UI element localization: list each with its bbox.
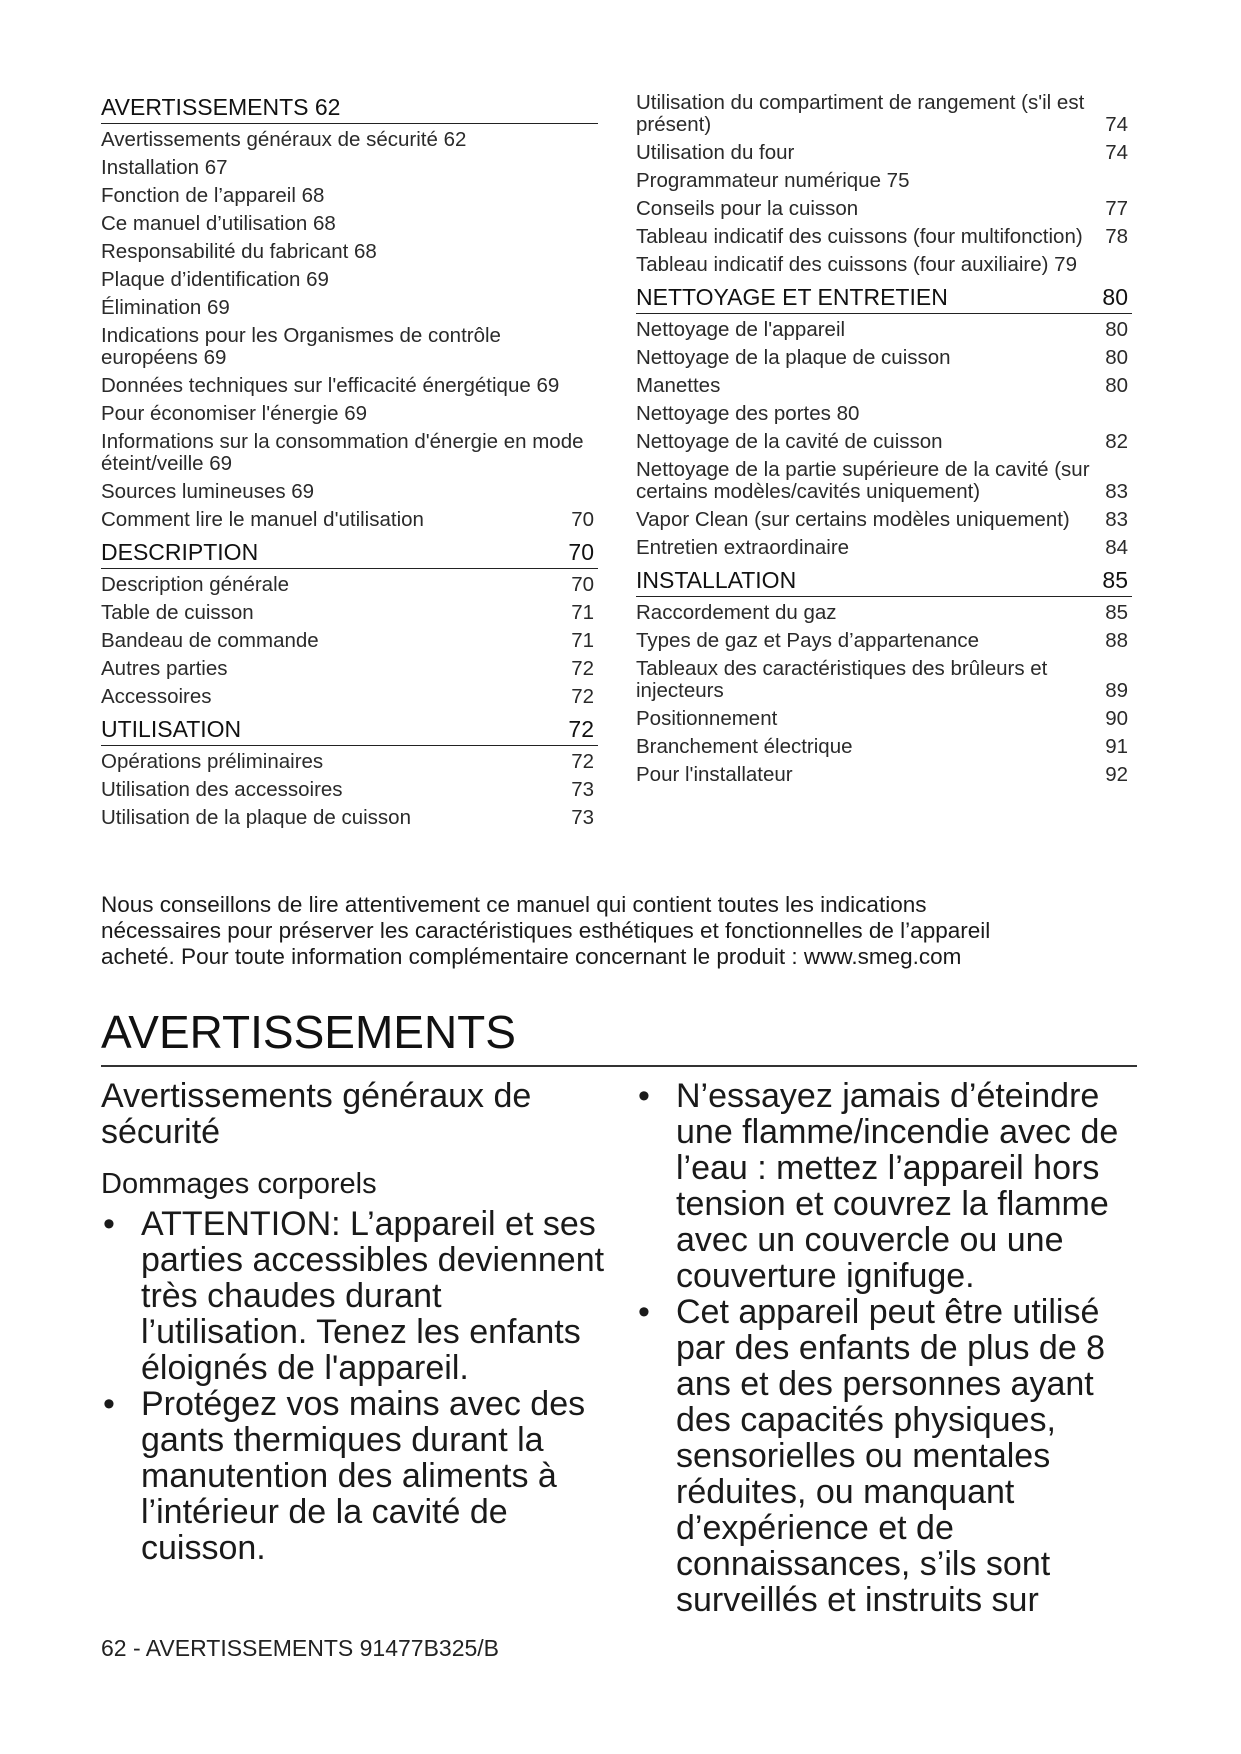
body-column-left [101, 1078, 606, 1566]
toc-entry-page: 74 [1105, 113, 1128, 136]
toc-entry-title: Sources lumineuses 69 [101, 480, 315, 503]
toc-entry-page: 88 [1105, 629, 1128, 652]
toc-entry [101, 403, 598, 425]
toc-entry [101, 269, 598, 291]
toc-entry-title: Nettoyage de l'appareil [636, 318, 846, 341]
bullet-icon: • [103, 1385, 115, 1423]
bullet-list-left [101, 1206, 606, 1566]
toc-entry-title: NETTOYAGE ET ENTRETIEN [636, 284, 948, 310]
toc-entry-page: 78 [1105, 225, 1128, 248]
toc-entry-title: Ce manuel d’utilisation 68 [101, 212, 336, 235]
toc-entry-title: Autres parties [101, 657, 228, 680]
toc-entry [101, 751, 598, 773]
bullet-text: Cet appareil peut être utilisé par des enfants de plus de 8 ans et des personnes ayant des capacités physiques, sensorielles ou mentales réduites, ou manquant d’expérience et de connaissances, s’ils sont surveillés et instruits sur [676, 1293, 1106, 1619]
toc-entry-title: Tableau indicatif des cuissons (four multifonction) [636, 225, 1083, 248]
bullet-item [636, 1294, 1141, 1618]
bullet-item [101, 1386, 606, 1566]
toc-entry [636, 602, 1132, 624]
toc-entry-title: Données techniques sur l'efficacité énergétique 69 [101, 374, 560, 397]
bullet-icon: • [638, 1293, 650, 1331]
toc-entry [101, 630, 598, 652]
toc-entry-page: 70 [571, 573, 594, 596]
toc-entry [636, 198, 1132, 220]
intro-line-3: acheté. Pour toute information complémentaire concernant le produit : www.smeg.com [101, 944, 962, 969]
toc-entry-page: 80 [1102, 284, 1128, 310]
toc-entry-page: 92 [1105, 763, 1128, 786]
toc-entry-title: Utilisation du compartiment de rangement (s'il est présent) [636, 91, 1085, 136]
toc-entry-title: Indications pour les Organismes de contrôle européens 69 [101, 324, 501, 369]
toc-entry-title: Utilisation de la plaque de cuisson [101, 806, 411, 829]
toc-entry-title: Branchement électrique [636, 735, 853, 758]
toc-entry-title: Positionnement [636, 707, 778, 730]
toc-entry-title: Types de gaz et Pays d’appartenance [636, 629, 980, 652]
toc-entry [101, 509, 598, 531]
toc-entry-title: Élimination 69 [101, 296, 230, 319]
toc-entry-page: 85 [1105, 601, 1128, 624]
toc-entry [101, 129, 598, 151]
toc-entry [636, 658, 1132, 702]
toc-entry [101, 686, 598, 708]
toc-entry [101, 481, 598, 503]
body-column-right [636, 1078, 1141, 1618]
toc-entry [636, 537, 1132, 559]
toc-entry-page: 70 [571, 508, 594, 531]
toc-entry-page: 83 [1105, 480, 1128, 503]
toc-entry-title: Pour économiser l'énergie 69 [101, 402, 368, 425]
bullet-icon: • [103, 1205, 115, 1243]
toc-entry-title: Manettes [636, 374, 721, 397]
bullet-text: Protégez vos mains avec des gants thermiques durant la manutention des aliments à l’intérieur de la cavité de cuisson. [141, 1385, 586, 1567]
toc-entry-title: AVERTISSEMENTS 62 [101, 94, 341, 120]
toc-entry-title: Tableaux des caractéristiques des brûleurs et injecteurs [636, 657, 1048, 702]
toc-entry [101, 602, 598, 624]
toc-entry-page: 80 [1105, 318, 1128, 341]
toc-entry-page: 71 [571, 601, 594, 624]
page-footer: 62 - AVERTISSEMENTS 91477B325/B [101, 1635, 500, 1661]
toc-entry [636, 459, 1132, 503]
toc-entry-title: Fonction de l’appareil 68 [101, 184, 325, 207]
toc-entry-title: Nettoyage de la plaque de cuisson [636, 346, 951, 369]
toc-entry [636, 375, 1132, 397]
toc-entry-title: Avertissements généraux de sécurité 62 [101, 128, 467, 151]
toc-entry-title: Nettoyage de la partie supérieure de la cavité (sur certains modèles/cavités uniquement) [636, 458, 1090, 503]
toc-entry-page: 70 [568, 539, 594, 565]
subsubsection-title: Dommages corporels [101, 1168, 377, 1200]
toc-entry-title: Tableau indicatif des cuissons (four auxiliaire) 79 [636, 253, 1077, 276]
toc-entry-title: Nettoyage des portes 80 [636, 402, 860, 425]
toc-entry [636, 403, 1132, 425]
toc-entry-page: 74 [1105, 141, 1128, 164]
toc-section-heading [101, 714, 598, 746]
bullet-text: N’essayez jamais d’éteindre une flamme/incendie avec de l’eau : mettez l’appareil hors tension et couvrez la flamme avec un couvercle ou une couverture ignifuge. [676, 1077, 1119, 1295]
toc-entry [636, 92, 1132, 136]
toc-entry [101, 213, 598, 235]
toc-entry [101, 375, 598, 397]
toc-entry [636, 764, 1132, 786]
intro-line-1: Nous conseillons de lire attentivement ce manuel qui contient toutes les indications [101, 892, 927, 917]
toc-entry-title: Raccordement du gaz [636, 601, 837, 624]
toc-entry [636, 142, 1132, 164]
toc-entry-title: INSTALLATION [636, 567, 797, 593]
toc-entry-title: Pour l'installateur [636, 763, 793, 786]
toc-entry [636, 509, 1132, 531]
toc-entry [636, 708, 1132, 730]
toc-section-heading [101, 92, 598, 124]
toc-entry-page: 80 [1105, 346, 1128, 369]
toc-entry-title: Conseils pour la cuisson [636, 197, 859, 220]
toc-column-right [636, 92, 1132, 792]
toc-entry [636, 630, 1132, 652]
toc-entry-page: 89 [1105, 679, 1128, 702]
toc-entry-title: DESCRIPTION [101, 539, 259, 565]
toc-entry [101, 779, 598, 801]
toc-entry [101, 431, 598, 475]
intro-paragraph [101, 892, 1141, 970]
toc-entry [101, 241, 598, 263]
toc-entry [101, 297, 598, 319]
bullet-list-right [636, 1078, 1141, 1618]
toc-entry [636, 319, 1132, 341]
toc-entry-title: Nettoyage de la cavité de cuisson [636, 430, 943, 453]
toc-entry-page: 72 [568, 716, 594, 742]
toc-entry-page: 83 [1105, 508, 1128, 531]
toc-entry-page: 84 [1105, 536, 1128, 559]
toc-section-heading [101, 537, 598, 569]
intro-line-2: nécessaires pour préserver les caractéristiques esthétiques et fonctionnelles de l’appareil [101, 918, 991, 943]
toc-entry-page: 80 [1105, 374, 1128, 397]
toc-entry-page: 91 [1105, 735, 1128, 758]
toc-entry-title: Informations sur la consommation d'énergie en mode éteint/veille 69 [101, 430, 584, 475]
toc-entry [101, 807, 598, 829]
toc-entry-title: Plaque d’identification 69 [101, 268, 329, 291]
toc-entry-page: 77 [1105, 197, 1128, 220]
toc-entry-title: Description générale [101, 573, 290, 596]
toc-entry-title: Responsabilité du fabricant 68 [101, 240, 377, 263]
toc-entry [636, 226, 1132, 248]
toc-entry [101, 574, 598, 596]
toc-column-left [101, 92, 598, 835]
toc-entry-page: 72 [571, 657, 594, 680]
bullet-item [636, 1078, 1141, 1294]
toc-entry-title: Bandeau de commande [101, 629, 319, 652]
toc-entry-page: 72 [571, 750, 594, 773]
toc-entry-title: Entretien extraordinaire [636, 536, 850, 559]
toc-entry-title: Utilisation des accessoires [101, 778, 343, 801]
toc-entry-title: Comment lire le manuel d'utilisation [101, 508, 424, 531]
toc-entry-page: 82 [1105, 430, 1128, 453]
toc-entry-title: Table de cuisson [101, 601, 254, 624]
toc-entry [636, 170, 1132, 192]
toc-entry-page: 71 [571, 629, 594, 652]
toc-entry [636, 347, 1132, 369]
bullet-item [101, 1206, 606, 1386]
toc-entry [101, 325, 598, 369]
toc-entry [636, 431, 1132, 453]
bullet-icon: • [638, 1077, 650, 1115]
toc-entry [636, 736, 1132, 758]
toc-entry [101, 157, 598, 179]
toc-entry-page: 72 [571, 685, 594, 708]
toc-entry-title: Opérations préliminaires [101, 750, 324, 773]
section-title: AVERTISSEMENTS [101, 1003, 1137, 1067]
toc-entry-title: Installation 67 [101, 156, 228, 179]
toc-entry [101, 185, 598, 207]
subsection-title: Avertissements généraux de sécurité [101, 1077, 532, 1151]
toc-entry-title: UTILISATION [101, 716, 242, 742]
toc-entry-title: Programmateur numérique 75 [636, 169, 910, 192]
toc-entry-title: Accessoires [101, 685, 212, 708]
toc-entry [101, 658, 598, 680]
bullet-text: ATTENTION: L’appareil et ses parties accessibles deviennent très chaudes durant l’utilisation. Tenez les enfants éloignés de l'appareil. [141, 1205, 605, 1387]
toc-entry-page: 73 [571, 806, 594, 829]
toc-section-heading [636, 282, 1132, 314]
toc-entry-title: Vapor Clean (sur certains modèles uniquement) [636, 508, 1070, 531]
toc-entry-page: 90 [1105, 707, 1128, 730]
toc-entry-title: Utilisation du four [636, 141, 795, 164]
toc-entry-page: 85 [1102, 567, 1128, 593]
toc-section-heading [636, 565, 1132, 597]
toc-entry-page: 73 [571, 778, 594, 801]
toc-entry [636, 254, 1132, 276]
